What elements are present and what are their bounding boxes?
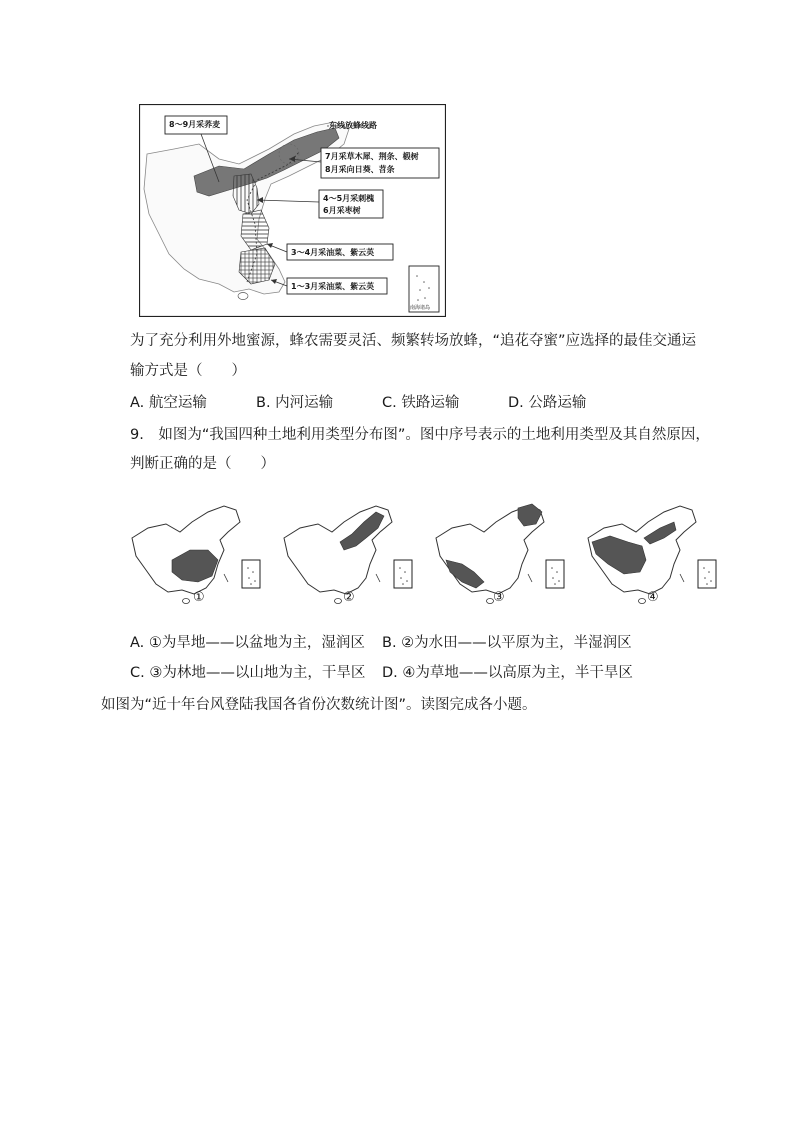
q9-stem-line1: 9. 如图为“我国四种土地利用类型分布图”。图中序号表示的土地利用类型及其自然原因，: [130, 427, 710, 443]
q9-option-d[interactable]: D. ④为草地——以高原为主，半干旱区: [382, 665, 633, 681]
land-use-map-1: [132, 506, 260, 604]
map-label-jan-march: 1～3月采油菜、紫云英: [291, 282, 375, 291]
q9-stem-line2: 判断正确的是（ ）: [130, 456, 275, 472]
map-label-july: 7月采草木犀、荆条、椴树: [325, 152, 419, 161]
q8-option-a[interactable]: A. 航空运输: [130, 395, 207, 411]
bee-route-map: [139, 104, 446, 317]
land-use-map-3: [436, 504, 564, 604]
typhoon-intro: 如图为“近十年台风登陆我国各省份次数统计图”。读图完成各小题。: [101, 697, 537, 713]
q8-option-d[interactable]: D. 公路运输: [508, 395, 587, 411]
map-label-august: 8月采向日葵、苕条: [325, 165, 395, 174]
land-use-map-2: [284, 506, 412, 604]
q8-option-c[interactable]: C. 铁路运输: [382, 395, 460, 411]
land-use-maps: [128, 490, 728, 615]
land-use-map-4: [588, 506, 716, 604]
q9-option-c[interactable]: C. ③为林地——以山地为主，干旱区: [130, 665, 366, 681]
map-number-2: ②: [343, 590, 355, 605]
q9-option-b[interactable]: B. ②为水田——以平原为主，半湿润区: [382, 635, 632, 651]
map-number-4: ④: [647, 590, 659, 605]
map-number-1: ①: [193, 590, 205, 605]
map-label-june: 6月采枣树: [323, 206, 361, 215]
q8-option-b[interactable]: B. 内河运输: [256, 395, 334, 411]
inset-label: 南海诸岛: [410, 305, 431, 311]
q8-stem-line1: 为了充分利用外地蜜源，蜂农需要灵活、频繁转场放蜂，“追花夺蜜”应选择的最佳交通运: [130, 333, 697, 349]
map-number-3: ③: [493, 590, 505, 605]
map-label-march-april: 3～4月采油菜、紫云英: [291, 248, 375, 257]
q9-option-a[interactable]: A. ①为旱地——以盆地为主，湿润区: [130, 635, 365, 651]
q8-stem-line2: 输方式是（ ）: [130, 363, 246, 379]
map-label-buckwheat: 8～9月采荞麦: [169, 120, 221, 129]
map-label-april-may: 4～5月采刺槐: [323, 194, 375, 203]
route-legend-label: 东线放蜂线路: [329, 121, 377, 130]
